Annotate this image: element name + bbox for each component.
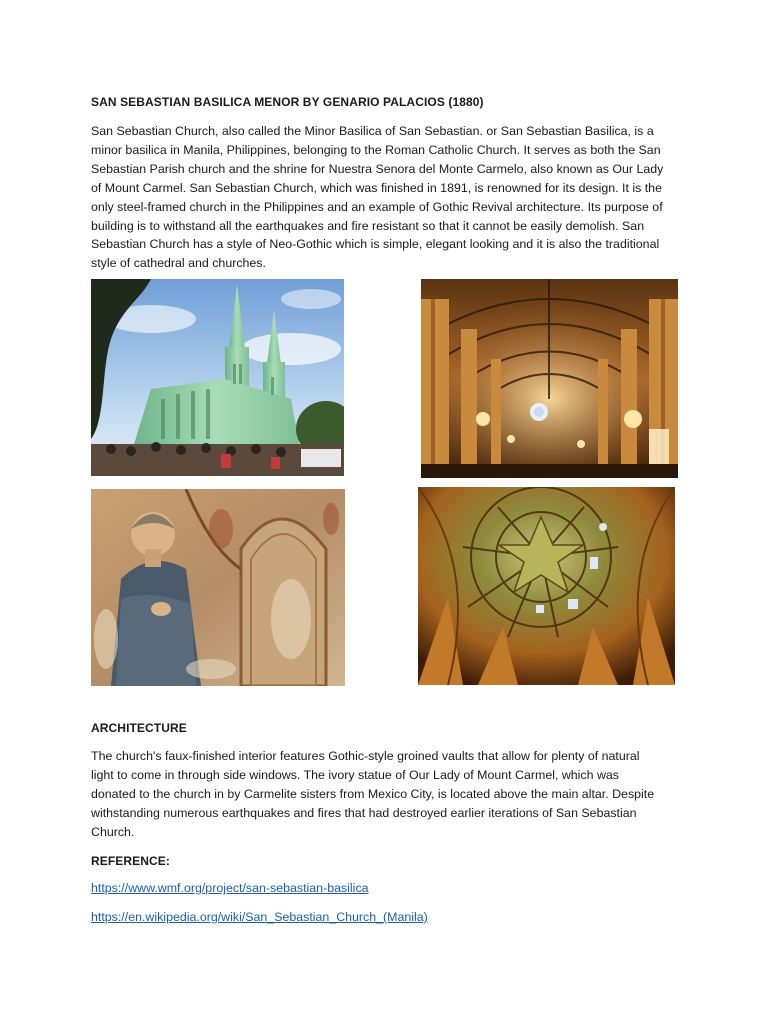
saint-fresco-photo [91,489,345,686]
intro-line: building is to withstand all the earthquakes and fire resistant so that it cannot be easily demolish. San [91,218,645,233]
intro-line: of Mount Carmel. San Sebastian Church, which was finished in 1891, is renowned for its design. It is the [91,180,662,195]
church-interior-photo [421,279,678,478]
reference-heading: REFERENCE: [91,854,171,868]
architecture-line: Church. [91,824,135,839]
document-title: SAN SEBASTIAN BASILICA MENOR BY GENARIO PALACIOS (1880) [91,95,484,109]
architecture-heading: ARCHITECTURE [91,721,187,735]
intro-line: Sebastian Church has a style of Neo-Gothic which is simple, elegant looking and it is also the traditional [91,237,660,252]
intro-paragraph [91,122,681,273]
church-exterior-photo [91,279,344,476]
architecture-paragraph [91,747,681,842]
architecture-line: donated to the church in by Carmelite sisters from Mexico City, is located above the main altar. Despite [91,786,655,801]
intro-line: Sebastian Parish church and the shrine for Nuestra Senora del Monte Carmelo, also known as Our Lady [91,161,664,176]
architecture-line: withstanding numerous earthquakes and fires that had destroyed earlier iterations of San Sebastian [91,805,637,820]
reference-link-wmf[interactable]: https://www.wmf.org/project/san-sebastian-basilica [91,881,369,895]
reference-link-wikipedia[interactable]: https://en.wikipedia.org/wiki/San_Sebastian_Church_(Manila) [91,910,428,924]
intro-line: only steel-framed church in the Philippines and an example of Gothic Revival architecture. Its purpose of [91,199,663,214]
architecture-line: light to come in through side windows. The ivory statue of Our Lady of Mount Carmel, which was [91,767,619,782]
architecture-line: The church's faux-finished interior features Gothic-style groined vaults that allow for plenty of natural [91,749,640,763]
intro-line: San Sebastian Church, also called the Minor Basilica of San Sebastian. or San Sebastian Basilica, is a [91,124,654,138]
intro-line: style of cathedral and churches. [91,256,266,271]
ceiling-vault-photo [418,487,675,685]
intro-line: minor basilica in Manila, Philippines, belonging to the Roman Catholic Church. It serves as both the San [91,142,661,157]
